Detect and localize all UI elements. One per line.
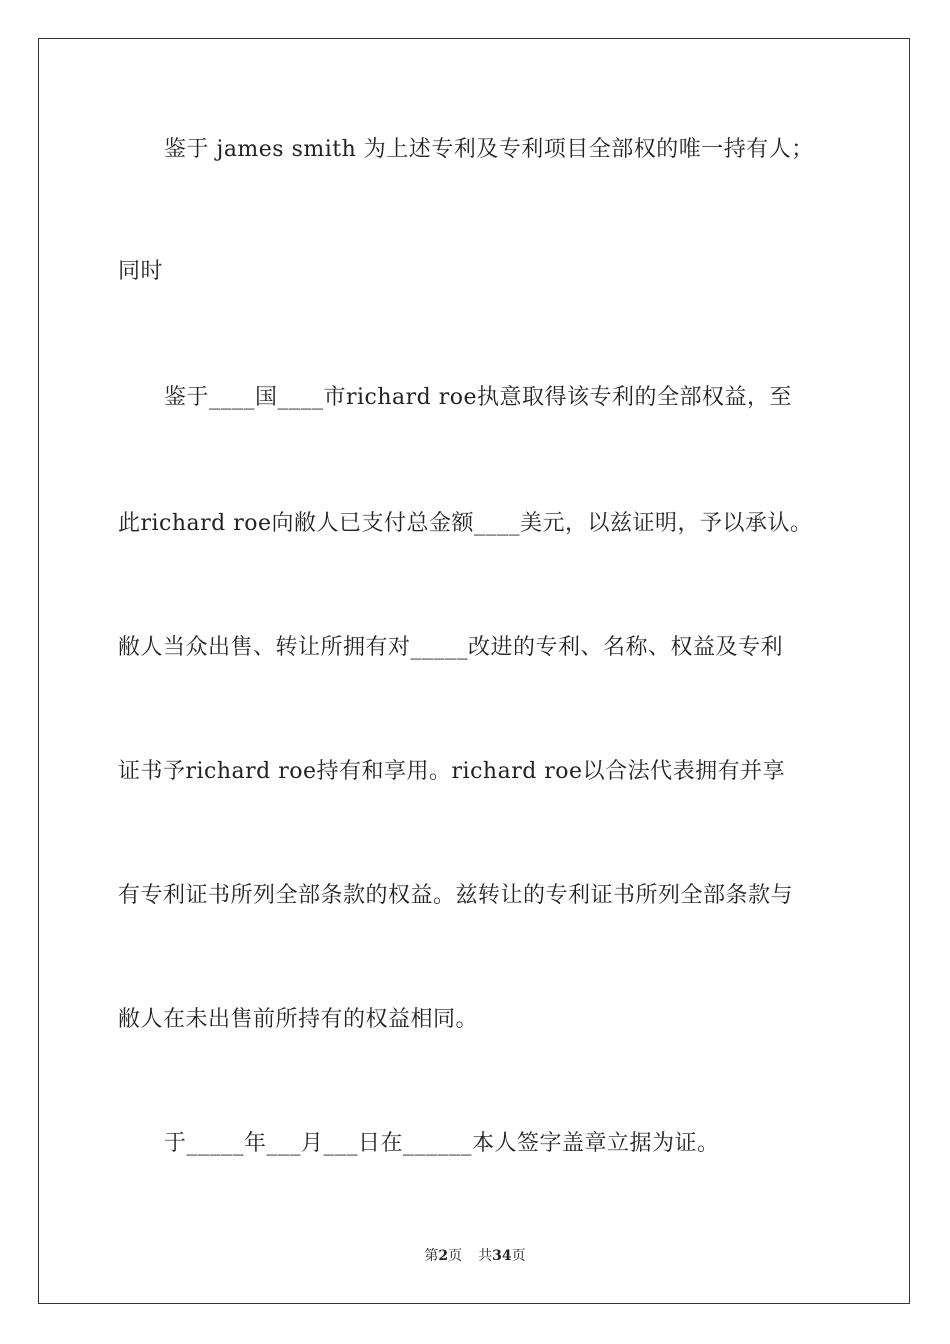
- paragraph-line: 同时: [118, 259, 164, 284]
- page-number: 2: [438, 1248, 449, 1264]
- paragraph-line: 证书予richard roe持有和享用。richard roe以合法代表拥有并享: [118, 759, 786, 784]
- paragraph-line: 鉴于 james smith 为上述专利及专利项目全部权的唯一持有人；: [164, 137, 814, 162]
- total-pages: 34: [492, 1248, 512, 1264]
- page-suffix: 页: [448, 1248, 463, 1264]
- paragraph-line: 敝人当众出售、转让所拥有对_____改进的专利、名称、权益及专利: [118, 635, 784, 660]
- paragraph-line: 于_____年___月___日在______本人签字盖章立据为证。: [164, 1131, 720, 1156]
- total-suffix: 页: [511, 1248, 526, 1264]
- paragraph-line: 此richard roe向敝人已支付总金额____美元，以兹证明，予以承认。: [118, 511, 813, 536]
- paragraph-line: 敝人在未出售前所持有的权益相同。: [118, 1007, 479, 1032]
- paragraph-line: 有专利证书所列全部条款的权益。兹转让的专利证书所列全部条款与: [118, 883, 794, 908]
- page-footer: [0, 1247, 950, 1265]
- page-prefix: 第: [424, 1248, 439, 1264]
- total-prefix: 共: [478, 1248, 493, 1264]
- paragraph-line: 鉴于____国____市richard roe执意取得该专利的全部权益，至: [164, 385, 793, 410]
